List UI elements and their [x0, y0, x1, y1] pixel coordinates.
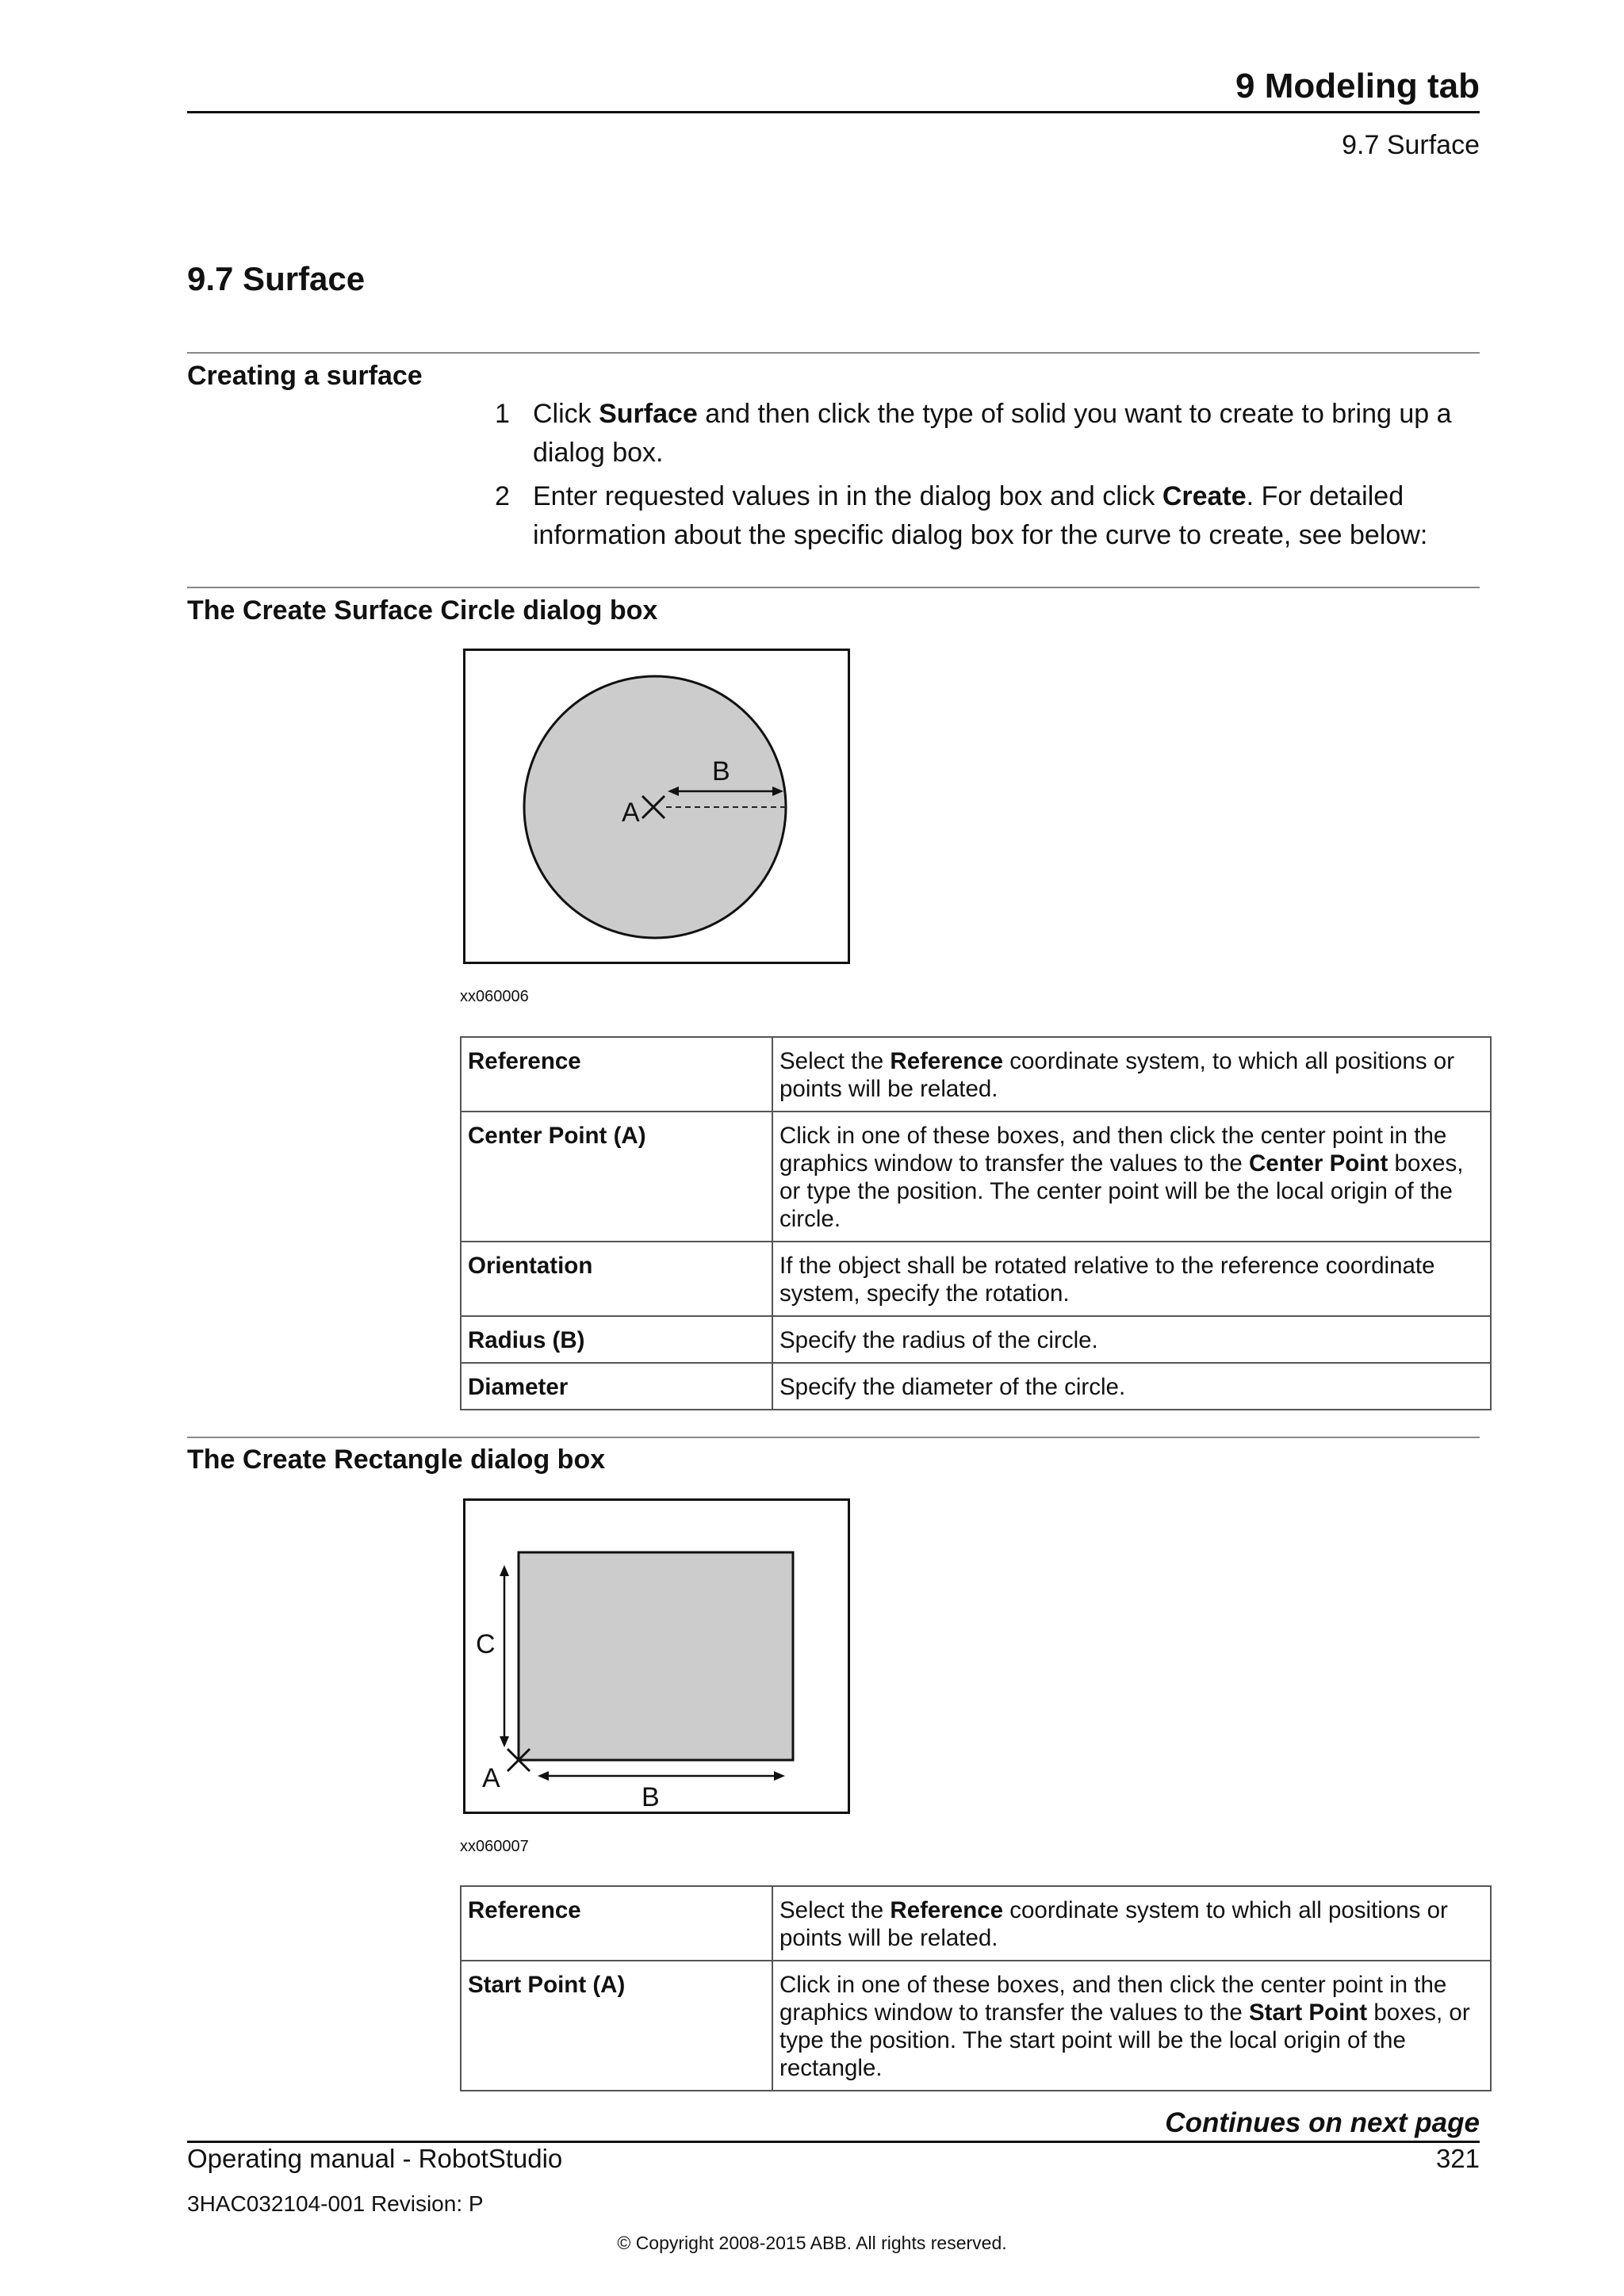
- page-title: 9.7 Surface: [187, 260, 366, 297]
- table-row: [461, 1961, 1491, 2091]
- footer-document-id: 3HAC032104-001 Revision: P: [187, 2191, 484, 2216]
- parameter-description: If the object shall be rotated relative to the reference coordinate system, specify the rotation.: [772, 1242, 1491, 1316]
- parameter-description: Click in one of these boxes, and then click the center point in the graphics window to transfer the values to the Center Point boxes, or type the position. The center point will be the local origin of the circle.: [772, 1112, 1491, 1242]
- header-rule: [187, 111, 1480, 113]
- parameter-name: Center Point (A): [461, 1112, 772, 1242]
- continues-on-next-page: Continues on next page: [1165, 2107, 1480, 2138]
- rectangle-shape: [519, 1552, 793, 1760]
- label-a: A: [482, 1763, 500, 1793]
- label-b: B: [712, 756, 730, 786]
- rectangle-dialog-heading: The Create Rectangle dialog box: [187, 1445, 606, 1475]
- footer-manual-title: Operating manual - RobotStudio: [187, 2144, 563, 2173]
- header-chapter-title: 9 Modeling tab: [1235, 67, 1480, 105]
- circle-parameter-table: [460, 1036, 1492, 1410]
- parameter-description: Specify the radius of the circle.: [772, 1316, 1491, 1363]
- footer-rule: [187, 2141, 1480, 2143]
- table-row: [461, 1886, 1491, 1961]
- parameter-name: Reference: [461, 1037, 772, 1112]
- rectangle-diagram: [463, 1498, 850, 1814]
- parameter-description: Click in one of these boxes, and then click the center point in the graphics window to transfer the values to the Start Point boxes, or type the position. The start point will be the local origin of the rectangle.: [772, 1961, 1491, 2091]
- step-number: 1: [495, 399, 510, 429]
- step-item: 2 Enter requested values in in the dialog box and click Create. For detailed information about the specific dialog box for the curve to create, see below:: [490, 477, 1480, 555]
- step-number: 2: [495, 481, 510, 511]
- ui-term-surface: Surface: [599, 399, 698, 429]
- label-b: B: [642, 1782, 660, 1812]
- parameter-name: Radius (B): [461, 1316, 772, 1363]
- parameter-description: Select the Reference coordinate system, to which all positions or points will be related.: [772, 1037, 1491, 1112]
- table-row: [461, 1242, 1491, 1316]
- section-rule: [187, 1437, 1480, 1438]
- figure-id: xx060007: [460, 1838, 529, 1855]
- table-row: [461, 1316, 1491, 1363]
- table-row: [461, 1363, 1491, 1410]
- step-list: [490, 395, 1480, 560]
- figure-id: xx060006: [460, 988, 529, 1005]
- ui-term-create: Create: [1162, 481, 1247, 511]
- circle-diagram: [463, 649, 850, 964]
- header-section-title: 9.7 Surface: [1342, 130, 1480, 160]
- creating-surface-heading: Creating a surface: [187, 361, 423, 391]
- section-rule: [187, 587, 1480, 588]
- parameter-name: Diameter: [461, 1363, 772, 1410]
- parameter-name: Orientation: [461, 1242, 772, 1316]
- label-a: A: [622, 798, 640, 828]
- table-row: [461, 1037, 1491, 1112]
- parameter-name: Start Point (A): [461, 1961, 772, 2091]
- footer-copyright: © Copyright 2008-2015 ABB. All rights reserved.: [617, 2233, 1007, 2253]
- step-item: 1 Click Surface and then click the type of solid you want to create to bring up a dialog box.: [490, 395, 1480, 473]
- footer-page-number: 321: [1435, 2144, 1480, 2173]
- section-rule: [187, 352, 1480, 354]
- circle-dialog-heading: The Create Surface Circle dialog box: [187, 595, 658, 626]
- parameter-description: Specify the diameter of the circle.: [772, 1363, 1491, 1410]
- parameter-description: Select the Reference coordinate system to which all positions or points will be related.: [772, 1886, 1491, 1961]
- label-c: C: [476, 1629, 496, 1659]
- parameter-name: Reference: [461, 1886, 772, 1961]
- table-row: [461, 1112, 1491, 1242]
- rectangle-parameter-table: [460, 1885, 1492, 2091]
